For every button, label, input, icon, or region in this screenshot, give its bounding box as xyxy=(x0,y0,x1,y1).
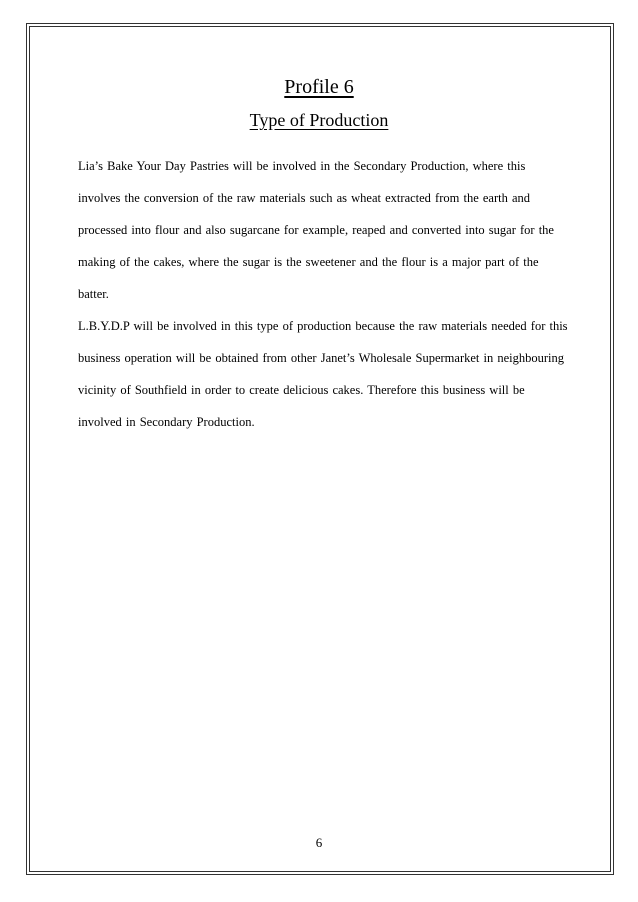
section-heading: Type of Production xyxy=(249,110,389,130)
page-title: Profile 6 xyxy=(284,76,354,98)
paragraph-1: Lia’s Bake Your Day Pastries will be involved in the Secondary Production, where this involves the conversion of the raw materials such as wheat extracted from the earth and processed into flour and also sugarcane for example, reaped and converted into sugar for the making of the cakes, where the sugar is the sweetener and the flour is a major part of the batter. xyxy=(78,159,554,301)
page-number: 6 xyxy=(315,835,323,850)
paragraph-2: L.B.Y.D.P will be involved in this type of production because the raw materials needed for this business operation will be obtained from other Janet’s Wholesale Supermarket in neighbouring vicinity of Southfield in order to create delicious cakes. Therefore this business will be involved in Secondary Production. xyxy=(78,319,568,429)
